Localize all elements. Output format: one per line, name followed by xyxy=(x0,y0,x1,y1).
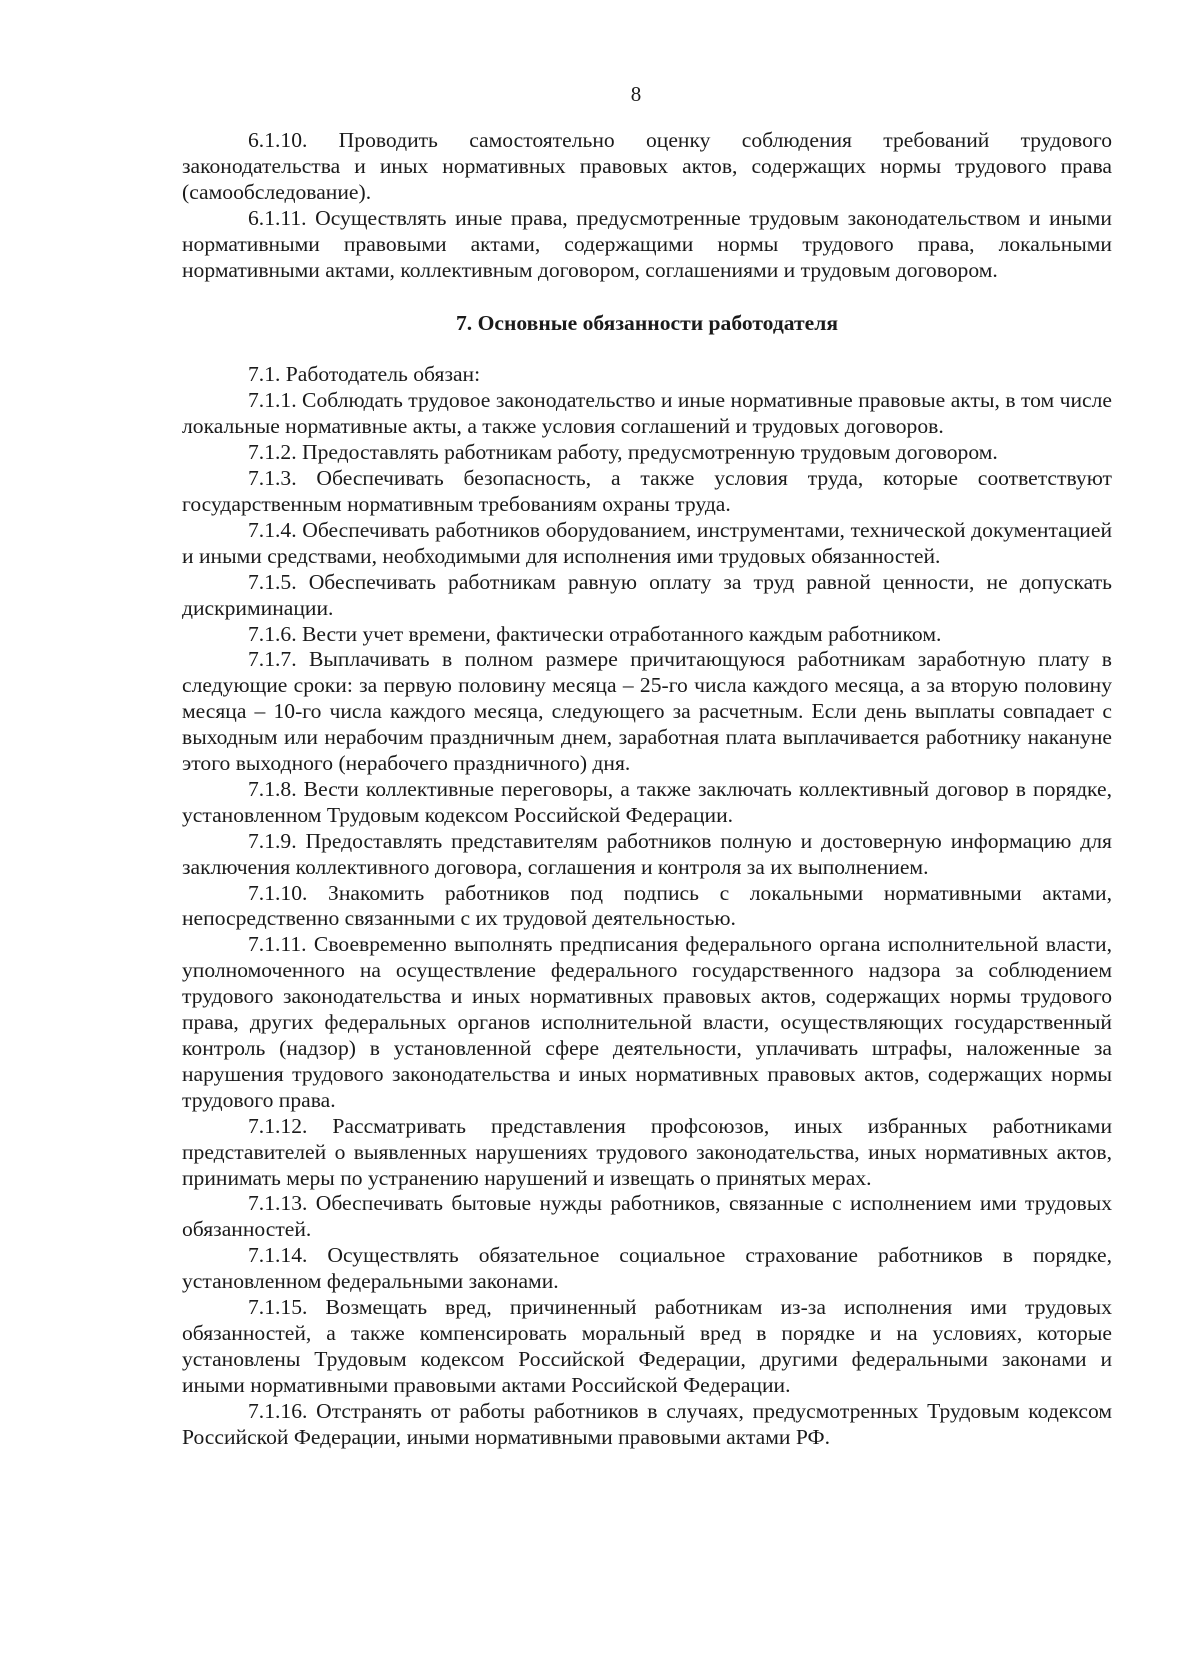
paragraph-7-1-10: 7.1.10. Знакомить работников под подпись с локальными нормативными актами, непосредственно связанными с их трудовой деятельностью. xyxy=(182,880,1112,931)
paragraph-7-1: 7.1. Работодатель обязан: xyxy=(248,362,481,387)
page-number: 8 xyxy=(630,82,642,106)
paragraph-7-1-3: 7.1.3. Обеспечивать безопасность, а также условия труда, которые соответствуют государственным нормативным требованиям охраны труда. xyxy=(182,466,1112,516)
paragraph-7-1-9: 7.1.9. Предоставлять представителям работников полную и достоверную информацию для заключения коллективного договора, соглашения и контроля за их выполнением. xyxy=(182,828,1112,879)
paragraph-7-1-15: 7.1.15. Возмещать вред, причиненный работникам из-за исполнения ими трудовых обязанностей, а также компенсировать моральный вред в порядке и на условиях, которые установлены Трудовым кодексом Российской Федерации, другими федеральными законами и иными нормативными правовыми актами Российской Федерации. xyxy=(182,1295,1112,1397)
section-heading: 7. Основные обязанности работодателя xyxy=(455,311,839,336)
paragraph-7-1-5: 7.1.5. Обеспечивать работникам равную оплату за труд равной ценности, не допускать дискриминации. xyxy=(182,569,1112,620)
paragraph-6-1-11: 6.1.11. Осуществлять иные права, предусмотренные трудовым законодательством и иными нормативными правовыми актами, содержащими нормы трудового права, локальными нормативными актами, коллективным договором, соглашениями и трудовым договором. xyxy=(182,205,1112,282)
paragraph-7-1-16: 7.1.16. Отстранять от работы работников в случаях, предусмотренных Трудовым кодексом Российской Федерации, иными нормативными правовыми актами РФ. xyxy=(182,1398,1112,1449)
paragraph-7-1-1: 7.1.1. Соблюдать трудовое законодательство и иные нормативные правовые акты, в том числе локальные нормативные акты, а также условия соглашений и трудовых договоров. xyxy=(182,388,1112,439)
paragraph-7-1-4: 7.1.4. Обеспечивать работников оборудованием, инструментами, технической документацией и иными средствами, необходимыми для исполнения ими трудовых обязанностей. xyxy=(182,517,1112,568)
paragraph-7-1-14: 7.1.14. Осуществлять обязательное социальное страхование работников в порядке, установленном федеральными законами. xyxy=(182,1243,1112,1294)
paragraph-6-1-10: 6.1.10. Проводить самостоятельно оценку соблюдения требований трудового законодательства и иных нормативных правовых актов, содержащих нормы трудового права (самообследование). xyxy=(182,128,1112,204)
paragraph-7-1-7: 7.1.7. Выплачивать в полном размере причитающуюся работникам заработную плату в следующие сроки: за первую половину месяца – 25-го числа каждого месяца, а за вторую половину месяца – 10-го числа каждого месяца, следующего за расчетным. Если день выплаты совпадает с выходным или нерабочим праздничным днем, заработная плата выплачивается работнику накануне этого выходного (нерабочего праздничного) дня. xyxy=(182,647,1112,776)
document-body xyxy=(182,128,1112,1451)
paragraph-7-1-12: 7.1.12. Рассматривать представления профсоюзов, иных избранных работниками представителей о выявленных нарушениях трудового законодательства, иных нормативных актов, принимать меры по устранению нарушений и извещать о принятых мерах. xyxy=(182,1113,1112,1190)
paragraph-7-1-8: 7.1.8. Вести коллективные переговоры, а также заключать коллективный договор в порядке, установленном Трудовым кодексом Российской Федерации. xyxy=(182,776,1112,827)
paragraph-7-1-11: 7.1.11. Своевременно выполнять предписания федерального органа исполнительной власти, уполномоченного на осуществление федерального государственного надзора за соблюдением трудового законодательства и иных нормативных правовых актов, содержащих нормы трудового права, других федеральных органов исполнительной власти, осуществляющих государственный контроль (надзор) в установленной сфере деятельности, уплачивать штрафы, наложенные за нарушения трудового законодательства и иных нормативных правовых актов, содержащих нормы трудового права. xyxy=(182,932,1112,1112)
paragraph-7-1-6: 7.1.6. Вести учет времени, фактически отработанного каждым работником. xyxy=(248,621,942,646)
paragraph-7-1-13: 7.1.13. Обеспечивать бытовые нужды работников, связанные с исполнением ими трудовых обязанностей. xyxy=(182,1191,1112,1242)
paragraph-7-1-2: 7.1.2. Предоставлять работникам работу, предусмотренную трудовым договором. xyxy=(248,440,998,465)
